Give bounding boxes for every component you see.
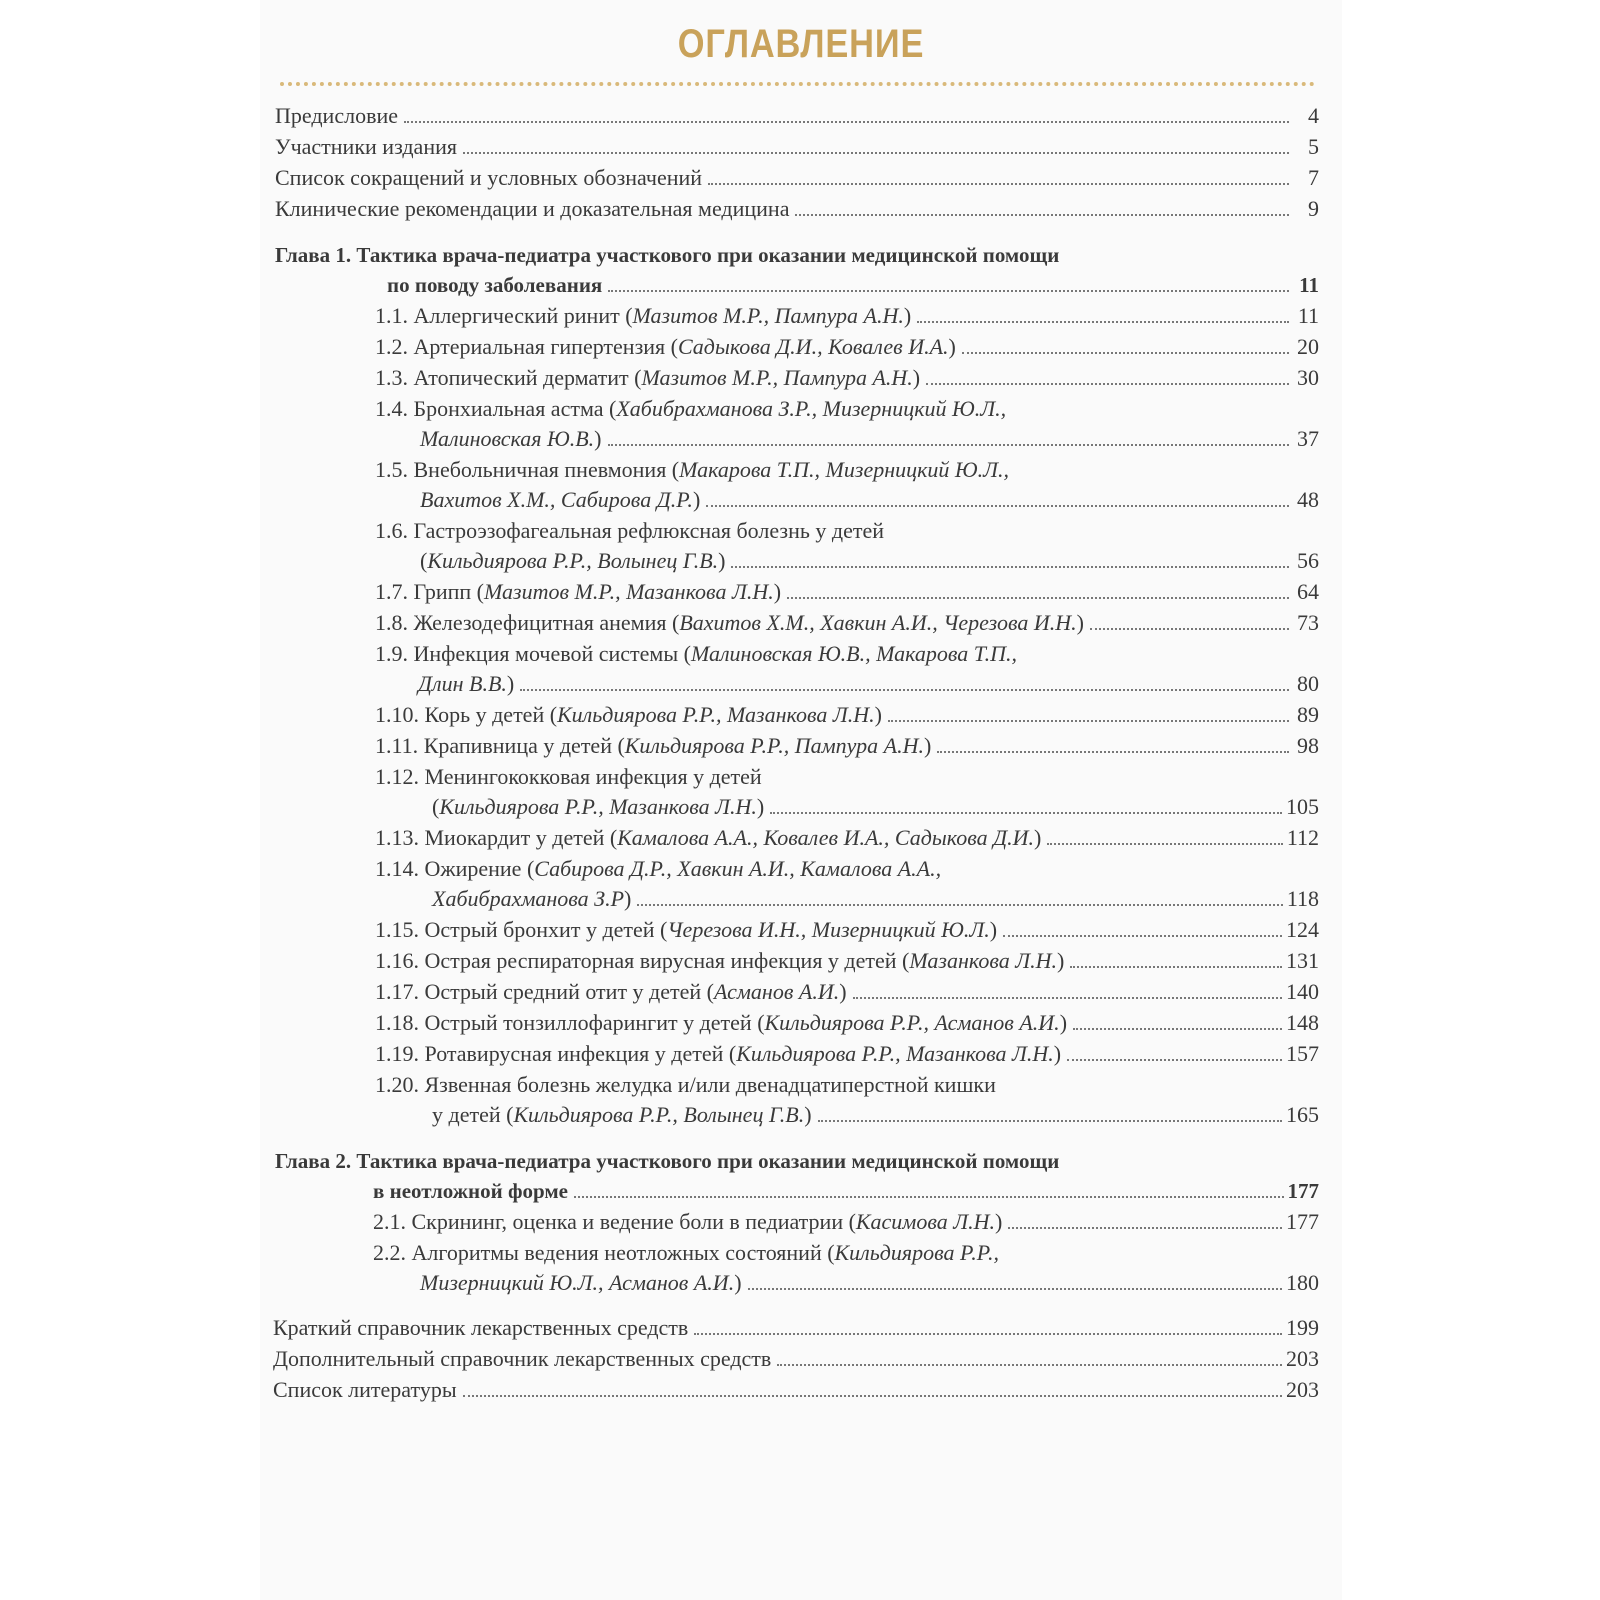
chapter1-heading-cont-text: по поводу заболевания — [387, 273, 603, 297]
page-number: 37 — [1297, 426, 1319, 451]
page-number: 5 — [1308, 134, 1319, 159]
dot-leader — [520, 689, 1289, 691]
dot-leader — [637, 904, 1282, 906]
page-number: 48 — [1297, 487, 1319, 512]
toc-section-1-13[interactable]: 1.13. Миокардит у детей (Камалова А.А., Ковалев И.А., Садыкова Д.И.) 112 — [375, 823, 1319, 853]
toc-entry-label: Участники издания — [275, 134, 457, 159]
dot-leader — [1073, 1028, 1282, 1030]
dot-leader — [917, 321, 1289, 323]
page-number: 203 — [1286, 1377, 1319, 1402]
chapter2-heading-cont-text: в неотложной форме — [373, 1179, 568, 1203]
page-number: 177 — [1287, 1179, 1319, 1203]
toc-section-1-8[interactable]: 1.8. Железодефицитная анемия (Вахитов Х.М., Хавкин А.И., Черезова И.Н.) 73 — [375, 608, 1319, 638]
dot-leader — [404, 121, 1289, 123]
dot-leader — [1090, 628, 1289, 630]
toc-entry-contributors[interactable] — [275, 132, 1319, 162]
toc-section-2-1[interactable]: 2.1. Скрининг, оценка и ведение боли в педиатрии (Касимова Л.Н.) 177 — [373, 1207, 1319, 1237]
toc-section-1-17[interactable]: 1.17. Острый средний отит у детей (Асманов А.И.) 140 — [375, 977, 1319, 1007]
page-number: 148 — [1286, 1010, 1319, 1035]
toc-section-1-14[interactable]: 1.14. Ожирение (Сабирова Д.Р., Хавкин А.И., Камалова А.А., — [375, 856, 942, 881]
page-number: 20 — [1297, 334, 1319, 359]
section-title: 1.3. Атопический дерматит (Мазитов М.Р., Пампура А.Н.) — [375, 365, 921, 390]
dot-leader — [1003, 935, 1282, 937]
dot-leader — [1047, 843, 1282, 845]
toc-entry-label: Краткий справочник лекарственных средств — [273, 1315, 689, 1340]
dot-leader — [937, 751, 1289, 753]
title-divider — [280, 82, 1315, 86]
page-number: 199 — [1286, 1315, 1319, 1340]
toc-section-1-6-cont[interactable]: (Кильдиярова Р.Р., Волынец Г.В.) 56 — [420, 546, 1319, 576]
toc-section-1-20[interactable]: 1.20. Язвенная болезнь желудка и/или двенадцатиперстной кишки — [375, 1072, 996, 1097]
dot-leader — [706, 505, 1289, 507]
dot-leader — [926, 383, 1289, 385]
toc-section-1-4[interactable]: 1.4. Бронхиальная астма (Хабибрахманова З.Р., Мизерницкий Ю.Л., — [375, 396, 1007, 421]
page-number: 105 — [1286, 794, 1319, 819]
toc-section-1-6[interactable]: 1.6. Гастроэзофагеальная рефлюксная болезнь у детей — [375, 518, 885, 543]
dot-leader — [731, 566, 1289, 568]
chapter1-heading[interactable]: Глава 1. Тактика врача-педиатра участкового при оказании медицинской помощи — [275, 243, 1060, 267]
toc-entry-drug-reference[interactable] — [273, 1313, 1319, 1343]
document-page — [260, 0, 1342, 1600]
dot-leader — [1008, 1227, 1282, 1229]
section-title: 1.2. Артериальная гипертензия (Садыкова Д.И., Ковалев И.А.) — [375, 334, 956, 359]
page-number: 80 — [1297, 671, 1319, 696]
dot-leader — [853, 997, 1282, 999]
page-number: 73 — [1297, 610, 1319, 635]
page-number: 11 — [1297, 303, 1319, 328]
toc-entry-preface[interactable] — [275, 101, 1319, 131]
toc-section-1-5-cont[interactable]: Вахитов Х.М., Сабирова Д.Р.) 48 — [420, 485, 1319, 515]
dot-leader — [463, 1395, 1282, 1397]
toc-section-1-14-cont[interactable]: Хабибрахманова З.Р) 118 — [432, 884, 1319, 914]
dot-leader — [962, 352, 1289, 354]
toc-section-2-2[interactable]: 2.2. Алгоритмы ведения неотложных состояний (Кильдиярова Р.Р., — [373, 1240, 999, 1265]
chapter2-heading-cont[interactable] — [373, 1176, 1319, 1206]
page-number: 203 — [1286, 1346, 1319, 1371]
page-number: 30 — [1297, 365, 1319, 390]
toc-section-1-9[interactable]: 1.9. Инфекция мочевой системы (Малиновская Ю.В., Макарова Т.П., — [375, 641, 1018, 666]
dot-leader — [1067, 1059, 1282, 1061]
toc-section-1-12[interactable]: 1.12. Менингококковая инфекция у детей — [375, 764, 762, 789]
page-number: 56 — [1297, 548, 1319, 573]
page-title: ОГЛАВЛЕНИЕ — [677, 22, 925, 66]
page-number: 157 — [1286, 1041, 1319, 1066]
chapter1-heading-cont[interactable] — [387, 270, 1319, 300]
toc-entry-label: Список сокращений и условных обозначений — [275, 165, 703, 190]
page-number: 9 — [1308, 196, 1319, 221]
toc-section-1-10[interactable]: 1.10. Корь у детей (Кильдиярова Р.Р., Мазанкова Л.Н.) 89 — [375, 700, 1319, 730]
dot-leader — [888, 720, 1289, 722]
toc-entry-label: Предисловие — [275, 103, 398, 128]
dot-leader — [777, 1364, 1282, 1366]
page-number: 140 — [1286, 979, 1319, 1004]
toc-entry-label: Клинические рекомендации и доказательная медицина — [275, 196, 790, 221]
dot-leader — [708, 183, 1289, 185]
toc-section-1-3[interactable] — [375, 363, 1319, 393]
toc-section-1-12-cont[interactable]: (Кильдиярова Р.Р., Мазанкова Л.Н.) 105 — [432, 792, 1319, 822]
toc-entry-bibliography[interactable] — [273, 1375, 1319, 1405]
page-number: 4 — [1308, 103, 1319, 128]
page-number: 180 — [1286, 1270, 1319, 1295]
toc-section-2-2-cont[interactable]: Мизерницкий Ю.Л., Асманов А.И.) 180 — [420, 1268, 1319, 1298]
section-title: 1.1. Аллергический ринит (Мазитов М.Р., Пампура А.Н.) — [375, 303, 912, 328]
page-number: 131 — [1286, 948, 1319, 973]
toc-section-1-19[interactable]: 1.19. Ротавирусная инфекция у детей (Кильдиярова Р.Р., Мазанкова Л.Н.) 157 — [375, 1039, 1319, 1069]
page-number: 177 — [1286, 1209, 1319, 1234]
dot-leader — [1070, 966, 1282, 968]
page-number: 64 — [1297, 579, 1319, 604]
toc-section-1-15[interactable]: 1.15. Острый бронхит у детей (Черезова И.Н., Мизерницкий Ю.Л.) 124 — [375, 915, 1319, 945]
toc-section-1-1[interactable] — [375, 301, 1319, 331]
dot-leader — [608, 444, 1290, 446]
page-number: 165 — [1286, 1102, 1319, 1127]
dot-leader — [748, 1288, 1282, 1290]
toc-section-1-11[interactable]: 1.11. Крапивница у детей (Кильдиярова Р.Р., Пампура А.Н.) 98 — [375, 731, 1319, 761]
toc-section-1-4-cont[interactable]: Малиновская Ю.В.) 37 — [420, 424, 1319, 454]
dot-leader — [694, 1333, 1282, 1335]
dot-leader — [818, 1120, 1282, 1122]
toc-entry-label: Дополнительный справочник лекарственных средств — [273, 1346, 772, 1371]
chapter2-heading[interactable]: Глава 2. Тактика врача-педиатра участкового при оказании медицинской помощи — [275, 1149, 1060, 1173]
dot-leader — [795, 214, 1289, 216]
page-number: 118 — [1286, 886, 1319, 911]
toc-section-1-20-cont[interactable]: у детей (Кильдиярова Р.Р., Волынец Г.В.) 165 — [432, 1100, 1319, 1130]
page-number: 89 — [1297, 702, 1319, 727]
page-number: 11 — [1299, 273, 1319, 297]
dot-leader — [574, 1196, 1284, 1198]
dot-leader — [770, 812, 1282, 814]
toc-entry-abbreviations[interactable] — [275, 163, 1319, 193]
page-number: 98 — [1297, 733, 1319, 758]
dot-leader — [463, 152, 1289, 154]
toc-section-1-7[interactable]: 1.7. Грипп (Мазитов М.Р., Мазанкова Л.Н.) 64 — [375, 577, 1319, 607]
toc-entry-additional-drug-reference[interactable] — [273, 1344, 1319, 1374]
dot-leader — [608, 290, 1289, 292]
dot-leader — [787, 597, 1289, 599]
toc-entry-guidelines[interactable] — [275, 194, 1319, 224]
toc-section-1-16[interactable]: 1.16. Острая респираторная вирусная инфекция у детей (Мазанкова Л.Н.) 131 — [375, 946, 1319, 976]
page-number: 112 — [1286, 825, 1319, 850]
toc-section-1-9-cont[interactable]: Длин В.В.) 80 — [418, 669, 1319, 699]
toc-section-1-2[interactable] — [375, 332, 1319, 362]
page-number: 124 — [1286, 917, 1319, 942]
toc-section-1-18[interactable]: 1.18. Острый тонзиллофарингит у детей (Кильдиярова Р.Р., Асманов А.И.) 148 — [375, 1008, 1319, 1038]
toc-entry-label: Список литературы — [273, 1377, 457, 1402]
page-number: 7 — [1308, 165, 1319, 190]
toc-section-1-5[interactable]: 1.5. Внебольничная пневмония (Макарова Т.П., Мизерницкий Ю.Л., — [375, 457, 1010, 482]
